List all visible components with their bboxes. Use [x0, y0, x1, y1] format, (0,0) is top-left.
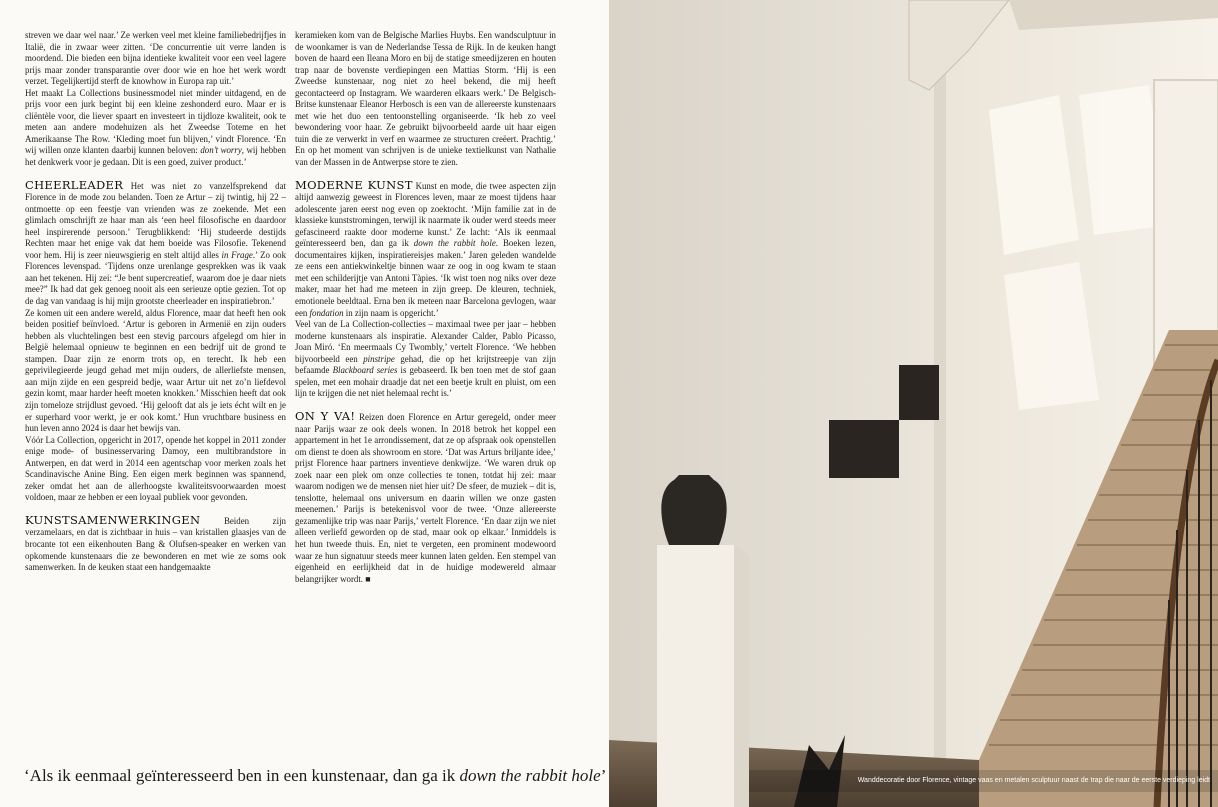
staircase-illustration — [609, 0, 1218, 807]
section-heading-cheerleader: CHEERLEADER — [25, 177, 124, 192]
paragraph: MODERNE KUNST Kunst en mode, die twee aspecten zijn altijd aanwezig geweest in Florences leven, maar ze moest tijdens haar adolescente jaren eerst nog even op zoektocht. ‘Mijn familie zat in de klassieke kunststromingen, terwijl ik naarmate ik ouder werd steeds meer gefascineerd raakte door moderne kunst.’ Ze lacht: ‘Als ik eenmaal geïnteresseerd ben, dan ga ik down the rabbit hole. Boeken lezen, documentaires kijken, inspiratiereisjes maken.’ Jaren geleden wandelde ze eens een antiekwinkeltje binnen waar ze oog in oog kwam te staan met een schilderijtje van Antoni Tàpies. ‘Ik wist toen nog niks over deze maker, maar het had me meteen in zijn greep. De kleuren, techniek, emotionele beeldtaal. Erna ben ik meteen naar Barcelona gevlogen, waar een fondation in zijn naam is opgericht.’ — [295, 177, 556, 318]
paragraph: keramieken kom van de Belgische Marlies Huybs. Een wandsculptuur in de woonkamer is van de Nederlandse Tessa de Rijk. In de keuken hangt boven de haard een Ileana Moro en bij de statige smeedijzeren en houten trap naar de bovenste verdiepingen een Mattias Storm. ‘Hij is een Zweedse kunstenaar, nog niet zo heel bekend, die mij heeft gecontacteerd op Instagram. We waarderen elkaars werk.’ De Belgisch-Britse kunstenaar Eleanor Herbosch is een van de allereerste kunstenaars met wie het duo een tentoonstelling organiseerde. ‘Ik heb zo veel bewondering voor haar. Ze gebruikt bijvoorbeeld aarde uit haar eigen tuin die ze verwerkt in verf en waarmee ze structuren creëert. Prachtig.’ En op het moment van schrijven is de unieke textielkunst van Nathalie van der Massen in de Antwerpse store te zien. — [295, 30, 556, 168]
photo-caption: Wanddecoratie door Florence, vintage vaas en metalen sculptuur naast de trap die naar de eerste verdieping leidt — [857, 777, 1210, 784]
paragraph: streven we daar wel naar.’ Ze werken veel met kleine familiebedrijfjes in Italië, die in zwaar weer zitten. ‘De concurrentie uit verre landen is moordend. Die bieden een bijna identieke kwaliteit voor een veel lagere prijs maar zonder transparantie over door wie en hoe het werk wordt verzet. Tegelijkertijd sterft de knowhow in Europa rap uit.’ — [25, 30, 286, 87]
interior-photo — [609, 0, 1218, 807]
pedestal-side — [734, 545, 749, 807]
paragraph: ON Y VA! Reizen doen Florence en Artur geregeld, onder meer naar Parijs waar ze ook deels wonen. In 2018 betrok het koppel een appartement in het 1e arrondissement, dat ze op afspraak ook openstellen om dienst te doen als showroom en store. ‘Dat was Arturs briljante idee,’ prijst Florence haar partners inventieve denkwijze. ‘We waren druk op zoek naar een plek om onze collecties te tonen, totdat hij zei: maar waarom nodigen we de mensen niet hier uit? De sfeer, de muziek – dit is, tenslotte, helemaal ons universum en daarin willen we onze gasten meenemen.’ Parijs is betekenisvol voor de twee. ‘Onze allereerste gezamenlijke trip was naar Parijs,’ vertelt Florence. ‘En daar zijn we niet alleen verliefd geworden op de stad, maar ook op elkaar.’ Inmiddels is het hun tweede thuis. En, niet te vergeten, een prominent modewoord waar ze hun signatuur steeds meer kunnen laten gelden. Een stempel van eigenheid en eerlijkheid dat in de huidige modewereld almaar belangrijker wordt. ■ — [295, 408, 556, 584]
section-heading-on-y-va: ON Y VA! — [295, 408, 356, 423]
pedestal — [657, 545, 734, 807]
wall-art-box — [899, 365, 939, 420]
end-mark: ■ — [365, 573, 371, 584]
paragraph: Het maakt La Collections businessmodel niet minder uitdagend, en de prijs voor een jurk begint bij een kleine zeshonderd euro. Maar er is cliëntèle voor, die liever spaart en investeert in tijdloze kwaliteit, ook te meten aan andere modehuizen als het Zweedse Toteme en het Amerikaanse The Row. ‘Kleding moet fun blijven,’ vindt Florence. ‘En wij willen onze klanten daarbij kunnen beloven: don’t worry, wij hebben het denkwerk voor je gedaan. Dit is een goed, zuiver product.’ — [25, 87, 286, 168]
paragraph: KUNSTSAMENWERKINGEN Beiden zijn verzamelaars, en dat is zichtbaar in huis – van kristallen glaasjes van de brocante tot een eikenhouten Bang & Olufsen-speaker en werken van opkomende kunstenaars die ze bewonderen en met wie ze soms ook samenwerken. In de keuken staat een handgemaakte — [25, 512, 286, 573]
paragraph: Veel van de La Collection-collecties – maximaal twee per jaar – hebben moderne kunstenaars als inspiratie. Alexander Calder, Pablo Picasso, Joan Miró. ‘En meermaals Cy Twombly,’ vertelt Florence. ‘We hebben bijvoorbeeld een pinstripe gehad, die op het krijtstreepje van zijn befaamde Blackboard series is gebaseerd. Ik ben toen met de stof gaan spelen, met een mohair draadje dat net een beetje krult en pluist, om een lijn te krijgen die net niet helemaal recht is.’ — [295, 319, 556, 399]
paragraph: Ze komen uit een andere wereld, aldus Florence, maar dat heeft hen ook beiden positief beïnvloed. ‘Artur is geboren in Armenië en zijn ouders hebben als vluchtelingen best een stevig parcours afgelegd om hier in België helemaal opnieuw te beginnen en een bedrijf uit de grond te stampen. Daar zijn ze enorm trots op, en terecht. Ik heb een geprivilegieerde jeugd gehad met mijn ouders, de allerliefste mensen, aan mijn zijde en een gespreid bedje, waar Artur uit net zo’n liefdevol gezin komt, maar harder heeft moeten knokken.’ Misschien heeft dat ook zijn tomeloze strijdlust gevoed. ‘Hij gelooft dat als je iets écht wilt en je er superhard voor werkt, je er ook komt.’ Hun vruchtbare business en hun leven anno 2024 is daar het bewijs van. — [25, 307, 286, 434]
section-heading-kunstsamenwerkingen: KUNSTSAMENWERKINGEN — [25, 512, 201, 527]
text-column-2 — [295, 30, 556, 585]
pull-quote: ‘Als ik eenmaal geïnteresseerd ben in een kunstenaar, dan ga ik down the rabbit hole’ — [24, 766, 607, 785]
paragraph: CHEERLEADER Het was niet zo vanzelfsprekend dat Florence in de mode zou belanden. Toen ze Artur – zij twintig, hij 22 – ontmoette op een feestje van vrienden was ze zoekende. Met een glimlach omschrijft ze haar man als ‘een heel filosofische en daardoor heel inspirerende persoon.’ Terugblikkend: ‘Hij studeerde destijds Rechten maar het enige vak dat hem boeide was Filosofie. Tekenend voor hem. Hij is zeer nieuwsgierig en stelt altijd alles in Frage.’ Zo ook Florences levenspad. ‘Tijdens onze urenlange gesprekken was ik vaak aan het tekenen. Hij zei: “Je bent supercreatief, waarom doe je daar niets mee?” Ik had dat gek genoeg nooit als een serieuze optie gezien. Tot op de dag van vandaag is hij mijn grootste cheerleader en inspiratiebron.’ — [25, 177, 287, 307]
paragraph: Vóór La Collection, opgericht in 2017, opende het koppel in 2011 zonder enige mode- of businesservaring Damoy, een multibrandstore in Antwerpen, en dat werd in 2014 een agentschap voor merken zoals het Scandinavische Anine Bing. Een eigen merk beginnen was spannend, zeker omdat het aan de allerhoogste kwaliteitsvoorwaarden moest voldoen, maar ze hebben er een loyaal publiek voor gevonden. — [25, 434, 286, 503]
vase — [661, 475, 726, 545]
wall-art-box — [829, 420, 899, 478]
text-column-1 — [25, 30, 286, 574]
section-heading-moderne-kunst: MODERNE KUNST — [295, 177, 413, 192]
